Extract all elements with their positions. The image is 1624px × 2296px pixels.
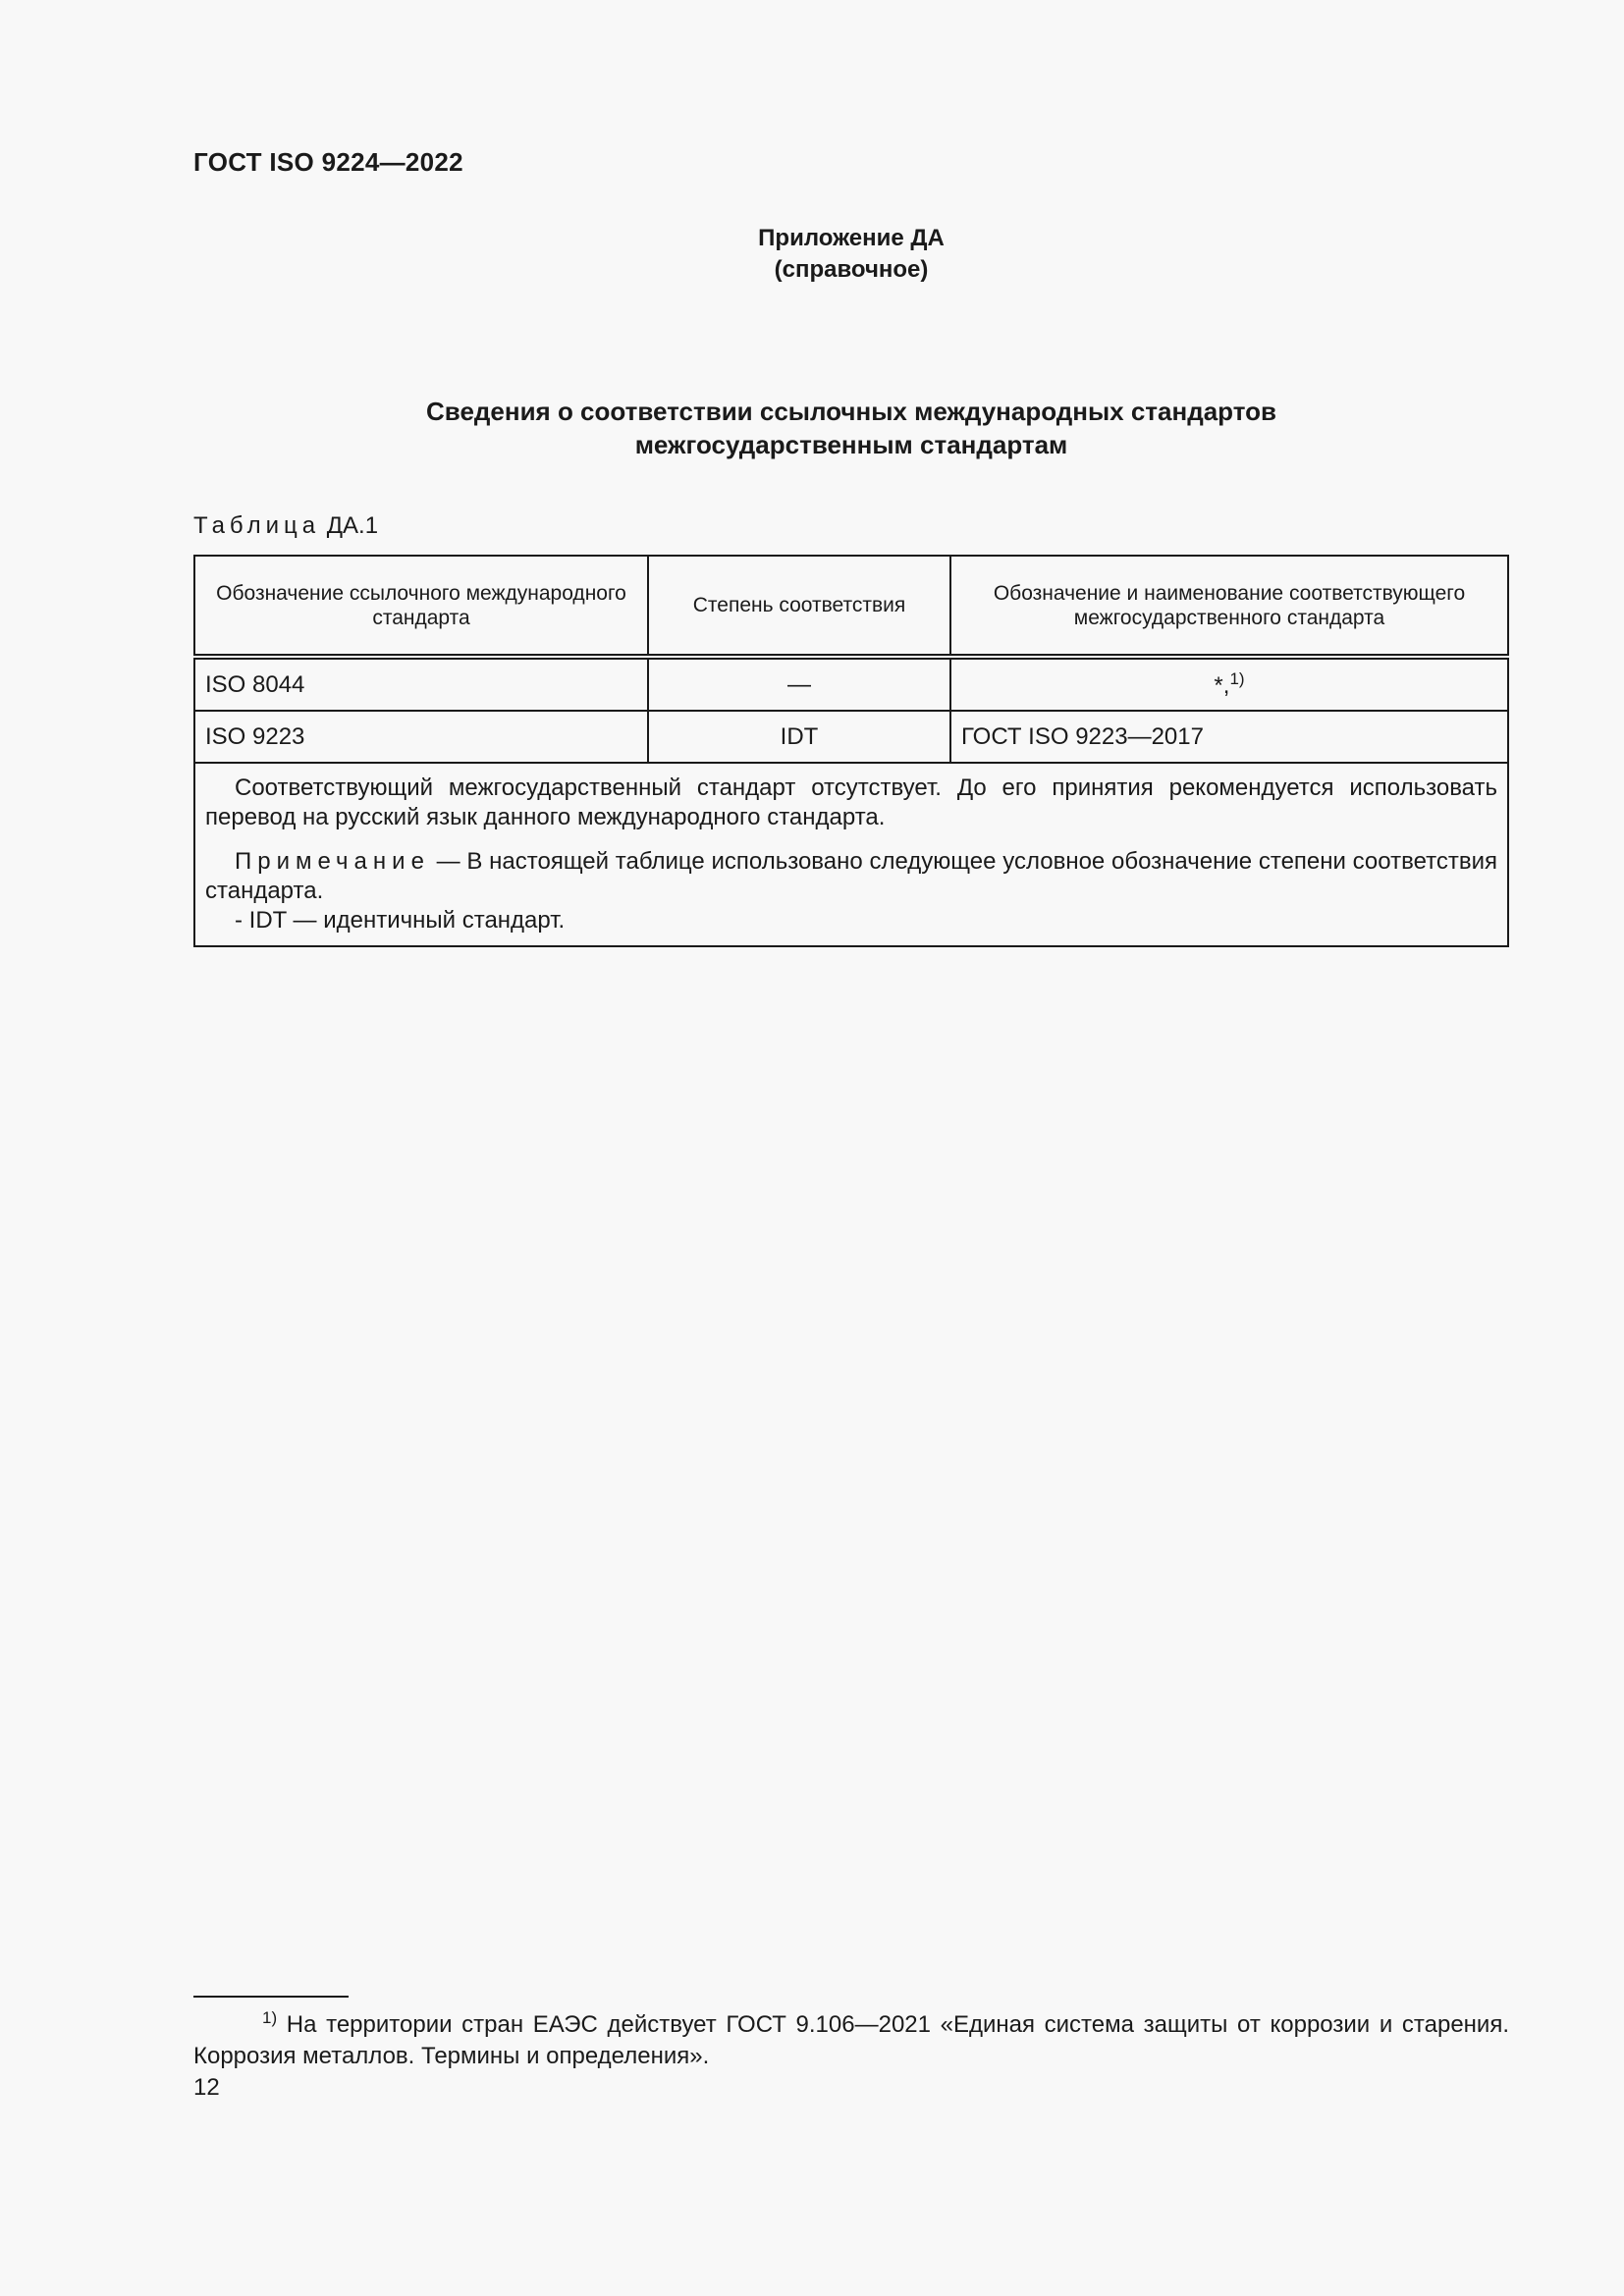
table-notes	[194, 763, 1508, 946]
cell-gost-text: *,	[1214, 672, 1230, 699]
table-row	[194, 657, 1508, 711]
section-title-line2: межгосударственным стандартам	[634, 430, 1068, 459]
footnote-divider	[193, 1996, 349, 1998]
note-star: Соответствующий межгосударственный стандарт отсутствует. До его принятия рекомендуется использовать перевод на русский язык данного международного стандарта.	[205, 774, 1497, 830]
header-interstate-standard: Обозначение и наименование соответствующего межгосударственного стандарта	[950, 556, 1508, 657]
cell-reference: ISO 8044	[194, 657, 648, 711]
footnote	[193, 2002, 1509, 2072]
note-paragraph	[205, 847, 1497, 906]
annex-type: (справочное)	[774, 256, 929, 283]
page-number: 12	[193, 2074, 220, 2101]
document-code: ГОСТ ISO 9224—2022	[193, 147, 463, 177]
note-label: Примечание	[235, 848, 430, 875]
cell-degree: —	[648, 657, 950, 711]
note-item: - IDT — идентичный стандарт.	[235, 907, 566, 934]
footnote-ref: 1)	[1229, 669, 1245, 688]
header-degree: Степень соответствия	[648, 556, 950, 657]
cell-reference: ISO 9223	[194, 711, 648, 763]
section-title-line1: Сведения о соответствии ссылочных международных стандартов	[426, 397, 1276, 426]
annex-title: Приложение ДА	[758, 225, 945, 251]
table-notes-row	[194, 763, 1508, 946]
note-text: — В настоящей таблице использовано следующее условное обозначение степени соответствия стандарта.	[205, 848, 1497, 904]
table-header-row	[194, 556, 1508, 657]
cell-gost: ГОСТ ISO 9223—2017	[950, 711, 1508, 763]
footnote-marker: 1)	[262, 2008, 278, 2027]
table-caption-id: ДА.1	[326, 512, 379, 539]
table-row	[194, 711, 1508, 763]
correspondence-table	[193, 555, 1509, 947]
header-reference-standard: Обозначение ссылочного международного стандарта	[194, 556, 648, 657]
footnote-text: На территории стран ЕАЭС действует ГОСТ 9.106—2021 «Единая система защиты от коррозии и старения. Коррозия металлов. Термины и определения».	[193, 2011, 1509, 2069]
table-caption	[193, 512, 378, 540]
cell-gost	[950, 657, 1508, 711]
cell-degree: IDT	[648, 711, 950, 763]
table-caption-prefix: Таблица	[193, 512, 321, 539]
